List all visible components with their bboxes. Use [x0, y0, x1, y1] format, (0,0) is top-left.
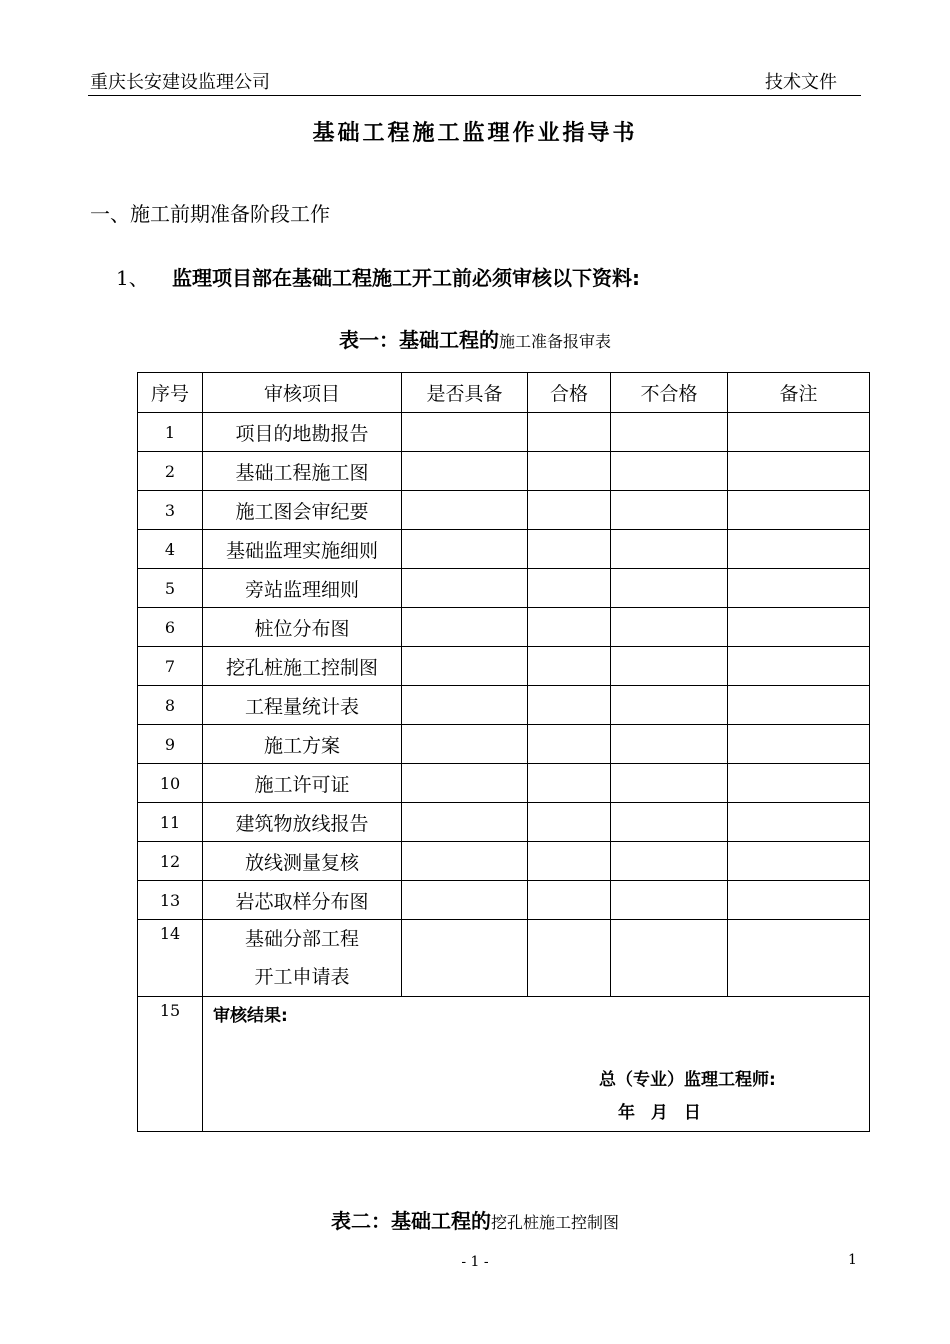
cell-fail[interactable]	[611, 608, 728, 647]
cell-fail[interactable]	[611, 530, 728, 569]
cell-remark[interactable]	[728, 725, 870, 764]
cell-remark[interactable]	[728, 608, 870, 647]
table-row	[138, 764, 870, 803]
result-cell[interactable]	[203, 997, 870, 1132]
table-row	[138, 686, 870, 725]
cell-remark[interactable]	[728, 764, 870, 803]
table-row	[138, 725, 870, 764]
cell-remark[interactable]	[728, 569, 870, 608]
table1-caption-bold: 表一：基础工程的	[338, 328, 499, 352]
table-row	[138, 413, 870, 452]
cell-remark[interactable]	[728, 686, 870, 725]
table-row	[138, 881, 870, 920]
cell-available[interactable]	[402, 725, 528, 764]
section-heading: 一、施工前期准备阶段工作	[90, 202, 330, 226]
cell-pass[interactable]	[528, 920, 611, 997]
cell-remark[interactable]	[728, 491, 870, 530]
row-no: 6	[138, 608, 203, 647]
row-item: 基础工程施工图	[203, 452, 402, 491]
cell-pass[interactable]	[528, 491, 611, 530]
row-item-line1: 基础分部工程	[244, 928, 359, 950]
document-title: 基础工程施工监理作业指导书	[312, 120, 638, 146]
col-header-pass: 合格	[528, 373, 611, 413]
cell-available[interactable]	[402, 569, 528, 608]
row-no: 3	[138, 491, 203, 530]
table-row	[138, 491, 870, 530]
col-header-item: 审核项目	[203, 373, 402, 413]
cell-pass[interactable]	[528, 452, 611, 491]
cell-remark[interactable]	[728, 452, 870, 491]
cell-available[interactable]	[402, 920, 528, 997]
cell-pass[interactable]	[528, 764, 611, 803]
cell-available[interactable]	[402, 413, 528, 452]
cell-pass[interactable]	[528, 530, 611, 569]
cell-remark[interactable]	[728, 881, 870, 920]
cell-fail[interactable]	[611, 686, 728, 725]
engineer-signature-label: 总（专业）监理工程师:	[599, 1070, 776, 1090]
date-label: 年 月 日	[618, 1103, 701, 1123]
cell-available[interactable]	[402, 881, 528, 920]
cell-remark[interactable]	[728, 413, 870, 452]
table-row	[138, 452, 870, 491]
cell-pass[interactable]	[528, 608, 611, 647]
cell-available[interactable]	[402, 686, 528, 725]
cell-fail[interactable]	[611, 452, 728, 491]
row-item: 岩芯取样分布图	[203, 881, 402, 920]
page-index: 1	[848, 1252, 857, 1268]
cell-fail[interactable]	[611, 569, 728, 608]
row-no: 12	[138, 842, 203, 881]
cell-fail[interactable]	[611, 725, 728, 764]
cell-remark[interactable]	[728, 647, 870, 686]
row-no: 14	[138, 920, 203, 997]
col-header-remark: 备注	[728, 373, 870, 413]
col-header-no: 序号	[138, 373, 203, 413]
table-header-row	[138, 373, 870, 413]
col-header-available: 是否具备	[402, 373, 528, 413]
table-row	[138, 530, 870, 569]
result-label: 审核结果:	[213, 1006, 288, 1026]
table2-caption-normal: 挖孔桩施工控制图	[490, 1213, 619, 1232]
table1-caption	[0, 324, 950, 353]
row-item: 工程量统计表	[203, 686, 402, 725]
cell-pass[interactable]	[528, 686, 611, 725]
table-row	[138, 842, 870, 881]
row-item	[203, 920, 402, 997]
cell-fail[interactable]	[611, 920, 728, 997]
row-no: 15	[138, 997, 203, 1132]
row-item: 施工许可证	[203, 764, 402, 803]
table-row	[138, 920, 870, 997]
row-item: 基础监理实施细则	[203, 530, 402, 569]
row-no: 7	[138, 647, 203, 686]
cell-available[interactable]	[402, 764, 528, 803]
row-no: 8	[138, 686, 203, 725]
row-no: 10	[138, 764, 203, 803]
cell-fail[interactable]	[611, 842, 728, 881]
row-item: 施工方案	[203, 725, 402, 764]
item-number: 1、	[116, 266, 149, 290]
row-no: 13	[138, 881, 203, 920]
row-item: 旁站监理细则	[203, 569, 402, 608]
row-no: 4	[138, 530, 203, 569]
cell-fail[interactable]	[611, 881, 728, 920]
table-row	[138, 647, 870, 686]
result-row	[138, 997, 870, 1132]
row-no: 11	[138, 803, 203, 842]
row-item: 施工图会审纪要	[203, 491, 402, 530]
cell-available[interactable]	[402, 452, 528, 491]
table-row	[138, 803, 870, 842]
cell-pass[interactable]	[528, 881, 611, 920]
table2-caption	[0, 1205, 950, 1234]
cell-pass[interactable]	[528, 569, 611, 608]
cell-fail[interactable]	[611, 803, 728, 842]
cell-remark[interactable]	[728, 842, 870, 881]
table-row	[138, 569, 870, 608]
row-no: 2	[138, 452, 203, 491]
cell-available[interactable]	[402, 530, 528, 569]
row-item: 建筑物放线报告	[203, 803, 402, 842]
review-table	[137, 372, 870, 1132]
cell-available[interactable]	[402, 842, 528, 881]
col-header-fail: 不合格	[611, 373, 728, 413]
cell-available[interactable]	[402, 491, 528, 530]
cell-pass[interactable]	[528, 647, 611, 686]
table1-caption-normal: 施工准备报审表	[498, 332, 611, 351]
cell-pass[interactable]	[528, 725, 611, 764]
row-item: 放线测量复核	[203, 842, 402, 881]
cell-available[interactable]	[402, 803, 528, 842]
cell-fail[interactable]	[611, 491, 728, 530]
cell-fail[interactable]	[611, 764, 728, 803]
cell-remark[interactable]	[728, 803, 870, 842]
cell-pass[interactable]	[528, 413, 611, 452]
header-doc-type: 技术文件	[765, 72, 837, 93]
row-item: 项目的地勘报告	[203, 413, 402, 452]
cell-available[interactable]	[402, 647, 528, 686]
header-divider	[88, 95, 861, 96]
cell-fail[interactable]	[611, 647, 728, 686]
row-no: 9	[138, 725, 203, 764]
table2-caption-bold: 表二：基础工程的	[330, 1209, 491, 1233]
row-item: 挖孔桩施工控制图	[203, 647, 402, 686]
cell-available[interactable]	[402, 608, 528, 647]
row-item-line2: 开工申请表	[254, 966, 350, 988]
item-text: 监理项目部在基础工程施工开工前必须审核以下资料:	[172, 266, 640, 290]
cell-pass[interactable]	[528, 803, 611, 842]
page-number: - 1 -	[461, 1254, 489, 1270]
row-item: 桩位分布图	[203, 608, 402, 647]
row-no: 1	[138, 413, 203, 452]
cell-remark[interactable]	[728, 920, 870, 997]
header-company: 重庆长安建设监理公司	[90, 72, 270, 93]
cell-pass[interactable]	[528, 842, 611, 881]
cell-fail[interactable]	[611, 413, 728, 452]
row-no: 5	[138, 569, 203, 608]
table-row	[138, 608, 870, 647]
cell-remark[interactable]	[728, 530, 870, 569]
